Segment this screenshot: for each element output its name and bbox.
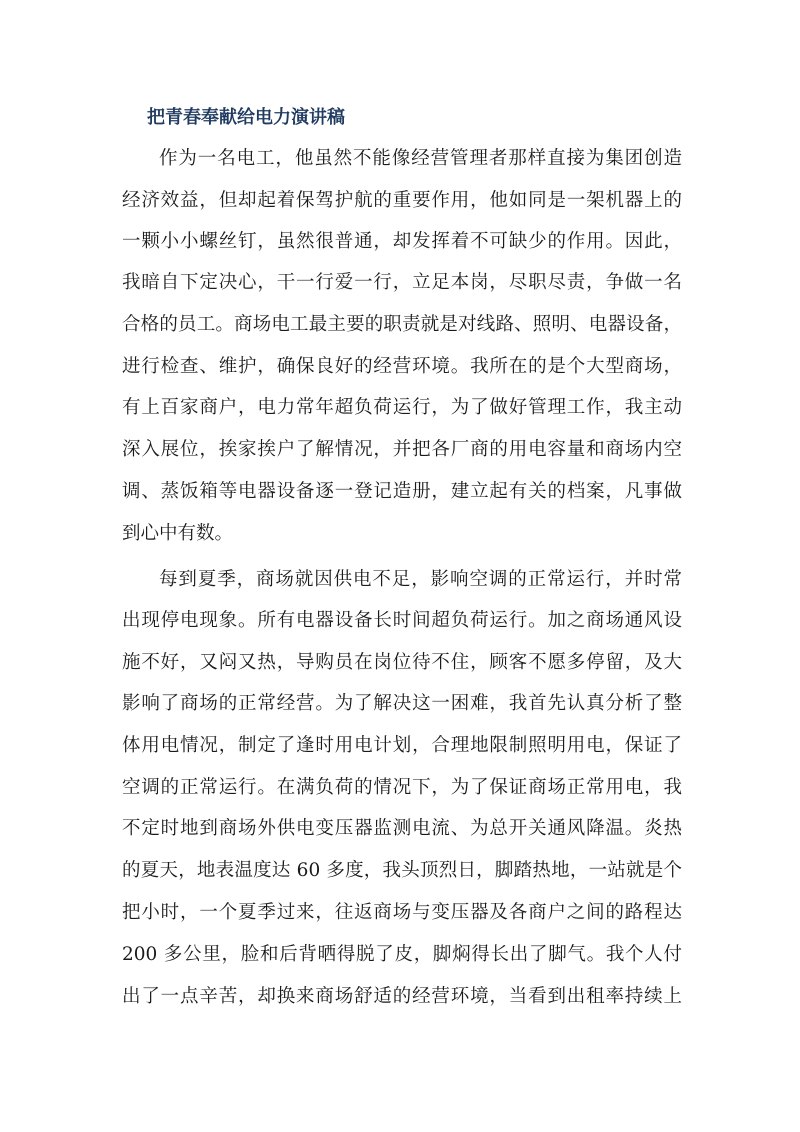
paragraph-2-line-8: 的夏天，地表温度达 60 多度，我头顶烈日，脚踏热地，一站就是个 bbox=[122, 860, 682, 881]
paragraph-2-line-1: 每到夏季，商场就因供电不足，影响空调的正常运行，并时常 bbox=[159, 569, 682, 590]
paragraph-1-line-1: 作为一名电工，他虽然不能像经营管理者那样直接为集团创造 bbox=[159, 148, 682, 169]
paragraph-2-line-4: 影响了商场的正常经营。为了解决这一困难，我首先认真分析了整 bbox=[122, 693, 682, 714]
document-title: 把青春奉献给电力演讲稿 bbox=[147, 107, 345, 128]
paragraph-1-line-8: 深入展位，挨家挨户了解情况，并把各厂商的用电容量和商场内空 bbox=[122, 439, 682, 460]
paragraph-2-line-5: 体用电情况，制定了逢时用电计划，合理地限制照明用电，保证了 bbox=[122, 735, 682, 756]
paragraph-2-line-2: 出现停电现象。所有电器设备长时间超负荷运行。加之商场通风设 bbox=[122, 610, 682, 631]
paragraph-1-line-6: 进行检查、维护，确保良好的经营环境。我所在的是个大型商场， bbox=[122, 356, 682, 377]
paragraph-2-line-10: 200 多公里，脸和后背晒得脱了皮，脚焖得长出了脚气。我个人付 bbox=[122, 944, 682, 965]
paragraph-2-line-3: 施不好，又闷又热，导购员在岗位待不住，顾客不愿多停留，及大 bbox=[122, 652, 682, 673]
paragraph-1-line-10: 到心中有数。 bbox=[122, 523, 234, 544]
paragraph-1-line-5: 合格的员工。商场电工最主要的职责就是对线路、照明、电器设备， bbox=[122, 314, 682, 335]
paragraph-2-line-9: 把小时，一个夏季过来，往返商场与变压器及各商户之间的路程达 bbox=[122, 902, 682, 923]
paragraph-1-line-3: 一颗小小螺丝钉，虽然很普通，却发挥着不可缺少的作用。因此， bbox=[122, 231, 682, 252]
paragraph-1-line-9: 调、蒸饭箱等电器设备逐一登记造册，建立起有关的档案，凡事做 bbox=[122, 481, 682, 502]
paragraph-1-line-4: 我暗自下定决心，干一行爱一行，立足本岗，尽职尽责，争做一名 bbox=[122, 272, 682, 293]
paragraph-2-line-7: 不定时地到商场外供电变压器监测电流、为总开关通风降温。炎热 bbox=[122, 818, 682, 839]
paragraph-1-line-7: 有上百家商户，电力常年超负荷运行，为了做好管理工作，我主动 bbox=[122, 397, 682, 418]
paragraph-2-line-11: 出了一点辛苦，却换来商场舒适的经营环境，当看到出租率持续上 bbox=[122, 986, 682, 1007]
paragraph-1-line-2: 经济效益，但却起着保驾护航的重要作用，他如同是一架机器上的 bbox=[122, 190, 682, 211]
paragraph-2-line-6: 空调的正常运行。在满负荷的情况下，为了保证商场正常用电，我 bbox=[122, 777, 682, 798]
